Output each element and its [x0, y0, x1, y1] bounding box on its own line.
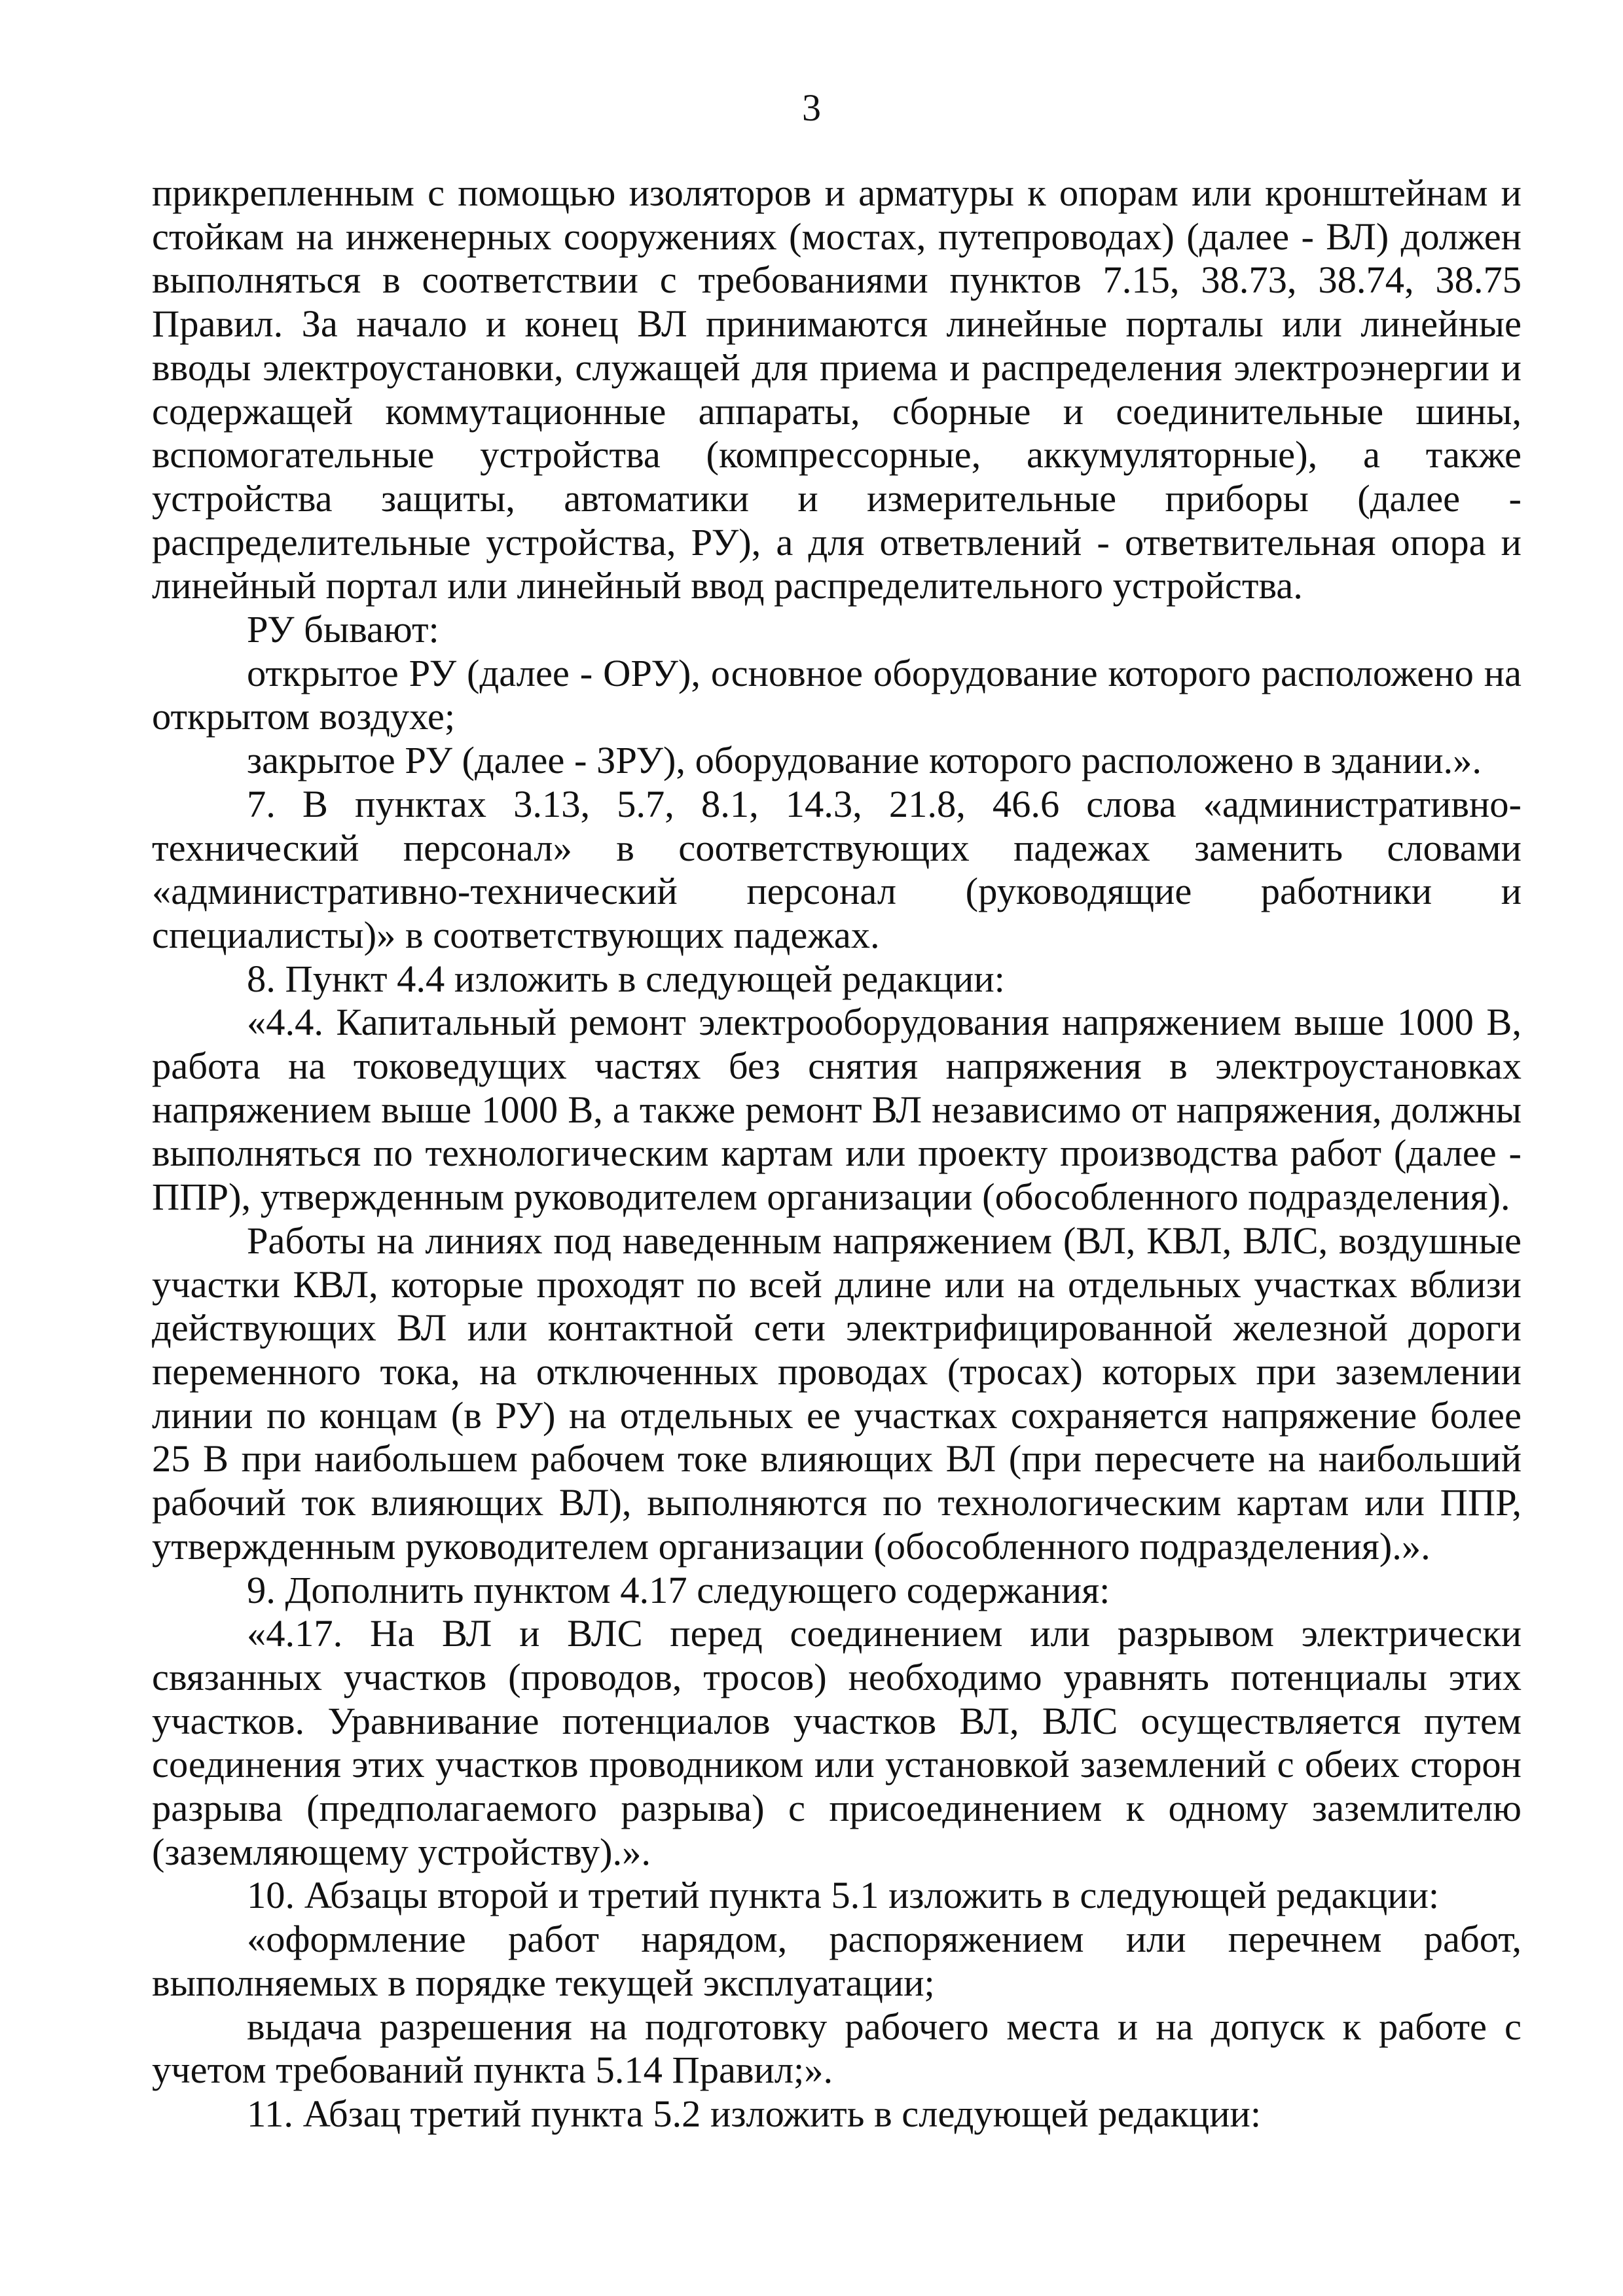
paragraph-ru-types-intro: РУ бывают:	[247, 608, 439, 651]
paragraph-item-10: 10. Абзацы второй и третий пункта 5.1 изложить в следующей редакции:	[247, 1874, 1440, 1917]
paragraph-oru-definition: открытое РУ (далее - ОРУ), основное оборудование которого расположено на открытом воздухе;	[152, 651, 1522, 738]
document-body	[152, 171, 1522, 2136]
paragraph-item-8: 8. Пункт 4.4 изложить в следующей редакции:	[247, 957, 1005, 1000]
paragraph-permission-issue: выдача разрешения на подготовку рабочего места и на допуск к работе с учетом требований пункта 5.14 Правил;».	[152, 2005, 1522, 2092]
paragraph-item-11: 11. Абзац третий пункта 5.2 изложить в следующей редакции:	[247, 2092, 1262, 2135]
paragraph-induced-voltage-work: Работы на линиях под наведенным напряжением (ВЛ, КВЛ, ВЛС, воздушные участки КВЛ, которые проходят по всей длине или на отдельных участках вблизи действующих ВЛ или контактной сети электрифицированной железной дороги переменного тока, на отключенных проводах (тросах) которых при заземлении линии по концам (в РУ) на отдельных ее участках сохраняется напряжение более 25 В при наибольшем рабочем токе влияющих ВЛ (при пересчете на наибольший рабочий ток влияющих ВЛ), выполняются по технологическим картам или ППР, утвержденным руководителем организации (обособленного подразделения).».	[152, 1219, 1522, 1568]
paragraph-point-4-4: «4.4. Капитальный ремонт электрооборудования напряжением выше 1000 В, работа на токоведущих частях без снятия напряжения в электроустановках напряжением выше 1000 В, а также ремонт ВЛ независимо от напряжения, должны выполняться по технологическим картам или проекту производства работ (далее - ППР), утвержденным руководителем организации (обособленного подразделения).	[152, 1001, 1522, 1219]
paragraph-point-4-17: «4.17. На ВЛ и ВЛС перед соединением или разрывом электрически связанных участков (проводов, тросов) необходимо уравнять потенциалы этих участков. Уравнивание потенциалов участков ВЛ, ВЛС осуществляется путем соединения этих участков проводником или установкой заземлений с обеих сторон разрыва (предполагаемого разрыва) с присоединением к одному заземлителю (заземляющему устройству).».	[152, 1612, 1522, 1873]
paragraph-item-9: 9. Дополнить пунктом 4.17 следующего содержания:	[247, 1568, 1110, 1611]
paragraph-item-7: 7. В пунктах 3.13, 5.7, 8.1, 14.3, 21.8, 46.6 слова «административно-технический персонал» в соответствующих падежах заменить словами «административно-технический персонал (руководящие работники и специалисты)» в соответствующих падежах.	[152, 782, 1522, 956]
paragraph-work-registration: «оформление работ нарядом, распоряжением или перечнем работ, выполняемых в порядке текущей эксплуатации;	[152, 1918, 1522, 2004]
paragraph-zru-definition: закрытое РУ (далее - ЗРУ), оборудование которого расположено в здании.».	[247, 739, 1482, 782]
paragraph-wire-line-definition: прикрепленным с помощью изоляторов и арматуры к опорам или кронштейнам и стойкам на инженерных сооружениях (мостах, путепроводах) (далее - ВЛ) должен выполняться в соответствии с требованиями пунктов 7.15, 38.73, 38.74, 38.75 Правил. За начало и конец ВЛ принимаются линейные порталы или линейные вводы электроустановки, служащей для приема и распределения электроэнергии и содержащей коммутационные аппараты, сборные и соединительные шины, вспомогательные устройства (компрессорные, аккумуляторные), а также устройства защиты, автоматики и измерительные приборы (далее - распределительные устройства, РУ), а для ответвлений - ответвительная опора и линейный портал или линейный ввод распределительного устройства.	[152, 171, 1522, 607]
page-number: 3	[802, 86, 821, 129]
